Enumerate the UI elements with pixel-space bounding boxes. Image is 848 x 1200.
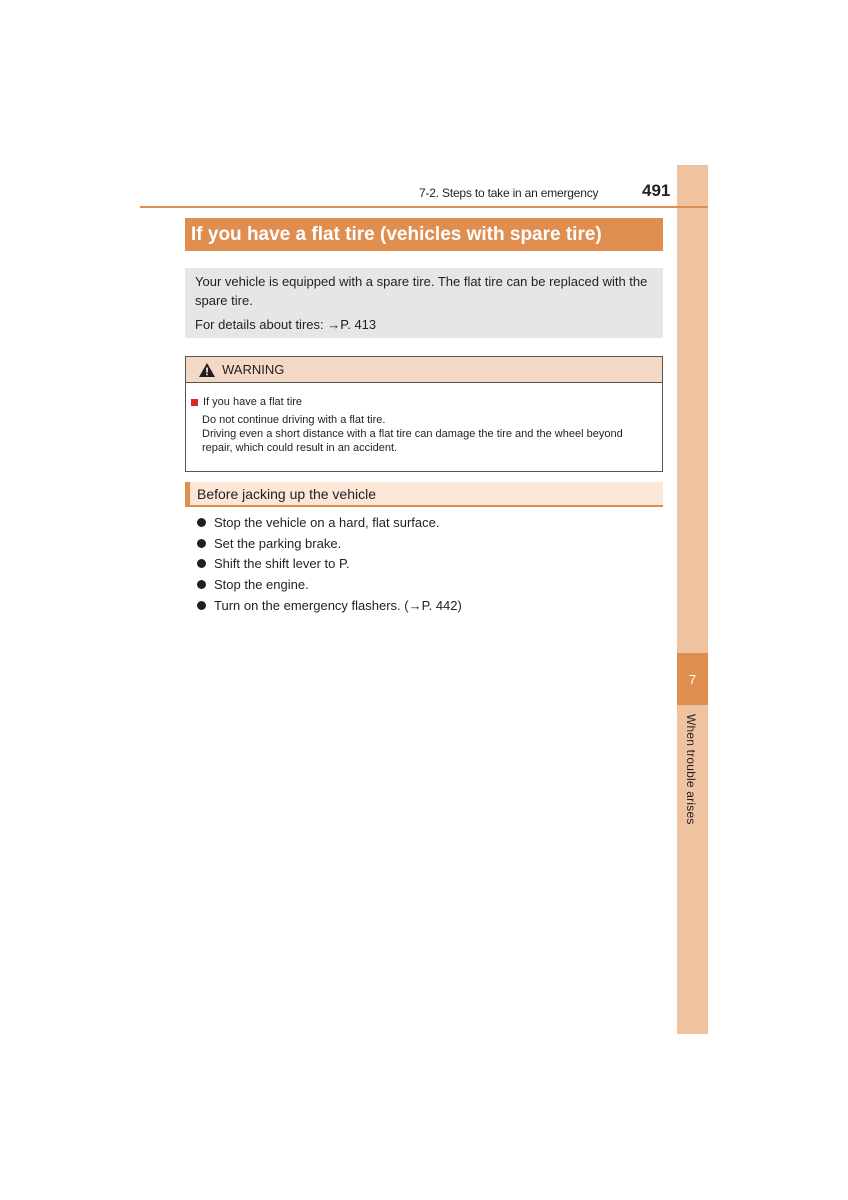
list-item bbox=[197, 595, 462, 616]
warning-text bbox=[191, 413, 646, 455]
warning-label: WARNING bbox=[222, 362, 285, 377]
chapter-number: 7 bbox=[677, 653, 708, 705]
page-title: If you have a flat tire (vehicles with spare tire) bbox=[185, 218, 663, 251]
step-text: Shift the shift lever to P. bbox=[214, 556, 350, 572]
bullet-dot-icon bbox=[197, 601, 206, 610]
intro-text: Your vehicle is equipped with a spare tire. The flat tire can be replaced with the spare tire. bbox=[195, 274, 648, 308]
bullet-dot-icon bbox=[197, 518, 206, 527]
intro-box bbox=[185, 268, 663, 338]
list-item bbox=[197, 533, 462, 554]
list-item bbox=[197, 512, 462, 533]
subsection-header: Before jacking up the vehicle bbox=[185, 482, 663, 507]
warning-line: Do not continue driving with a flat tire. bbox=[202, 414, 386, 426]
list-item bbox=[197, 554, 462, 575]
step-text: Turn on the emergency flashers. (→P. 442) bbox=[214, 598, 462, 614]
bullet-dot-icon bbox=[197, 539, 206, 548]
chapter-title: When trouble arises bbox=[684, 714, 698, 825]
step-text: Set the parking brake. bbox=[214, 535, 342, 551]
warning-box bbox=[185, 356, 663, 472]
warning-item-title-text: If you have a flat tire bbox=[203, 396, 303, 408]
step-text: Stop the vehicle on a hard, flat surface. bbox=[214, 514, 440, 530]
intro-details-reference: For details about tires: →P. 413 bbox=[195, 317, 377, 332]
warning-body bbox=[186, 383, 662, 455]
step-text: Stop the engine. bbox=[214, 577, 309, 593]
header-divider bbox=[140, 206, 708, 208]
bullet-dot-icon bbox=[197, 580, 206, 589]
list-item bbox=[197, 574, 462, 595]
warning-line: Driving even a short distance with a flat tire can damage the tire and the wheel beyond repair, which could result in an accident. bbox=[202, 428, 623, 454]
side-chapter-tab bbox=[677, 165, 708, 1034]
steps-list bbox=[197, 512, 462, 616]
warning-item-title bbox=[191, 395, 646, 409]
bullet-dot-icon bbox=[197, 559, 206, 568]
red-square-bullet-icon bbox=[191, 399, 198, 406]
warning-header bbox=[186, 357, 662, 383]
section-label: 7-2. Steps to take in an emergency bbox=[419, 186, 599, 200]
page-number: 491 bbox=[642, 181, 671, 200]
warning-icon bbox=[198, 362, 216, 378]
